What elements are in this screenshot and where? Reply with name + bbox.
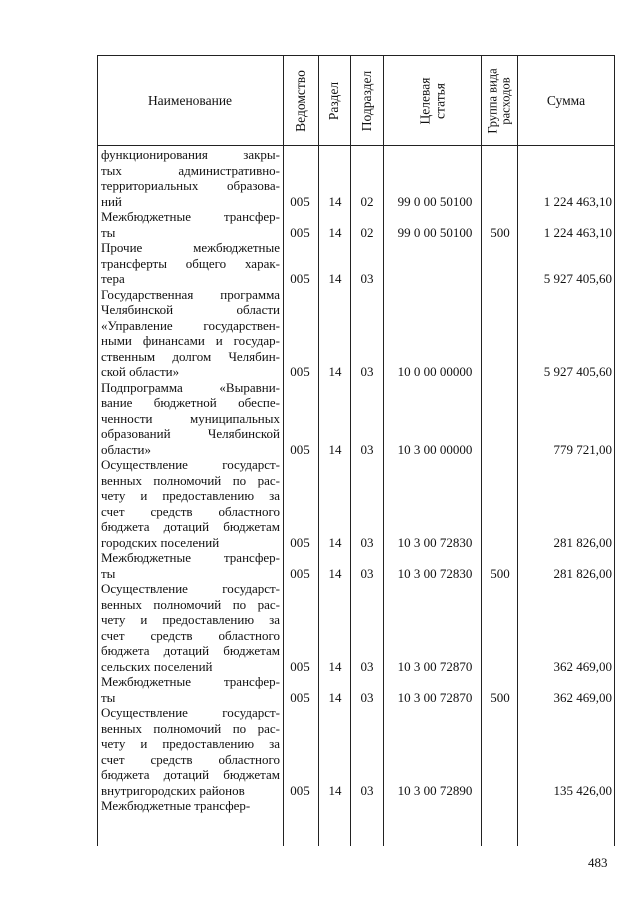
row-razdel: 14: [328, 441, 342, 457]
row-summa: 362 469,00: [553, 658, 612, 674]
row-name-line: Межбюджетные трансфер-: [101, 550, 280, 565]
row-name-line: тера: [101, 271, 125, 286]
row-summa: 779 721,00: [553, 441, 612, 457]
table-row: [0, 209, 640, 240]
header-vedomstvo: [284, 56, 318, 145]
table-row: [0, 457, 640, 550]
row-name-line: ты: [101, 565, 116, 581]
row-name-line: области»: [101, 441, 151, 457]
header-celevaya-line1: Целевая: [417, 77, 433, 124]
row-vedomstvo: 005: [290, 658, 310, 674]
row-name: [101, 550, 280, 581]
row-podrazdel: 03: [360, 689, 374, 705]
row-name-line: счет средств областного: [101, 503, 280, 519]
row-name-line: венных полномочий по рас-: [101, 596, 280, 612]
row-name-line: Межбюджетные трансфер-: [101, 674, 280, 689]
row-name-line: трансферты общего харак-: [101, 255, 280, 271]
row-summa: 281 826,00: [553, 534, 612, 550]
header-gruppa-line1: Группа вида: [485, 67, 500, 134]
row-podrazdel: 03: [360, 565, 374, 581]
row-name-line: Прочие межбюджетные: [101, 240, 280, 255]
row-summa: 135 426,00: [553, 782, 612, 798]
row-razdel: 14: [328, 271, 342, 286]
page-number: 483: [588, 855, 608, 870]
header-vedomstvo-text: Ведомство: [293, 69, 308, 132]
row-vedomstvo: 005: [290, 441, 310, 457]
row-razdel: 14: [328, 658, 342, 674]
header-celevaya-line2: статья: [432, 82, 448, 119]
row-vedomstvo: 005: [290, 689, 310, 705]
row-razdel: 14: [328, 193, 342, 209]
row-name-line: бюджета дотаций бюджетам: [101, 767, 280, 782]
row-vedomstvo: 005: [290, 271, 310, 286]
header-celevaya: [384, 56, 481, 145]
row-name-line: ний: [101, 193, 122, 209]
row-podrazdel: 03: [360, 441, 374, 457]
row-name-line: тых административно-: [101, 162, 280, 178]
row-gruppa: 500: [490, 689, 510, 705]
row-name-line: бюджета дотаций бюджетам: [101, 519, 280, 534]
row-name-line: Межбюджетные трансфер-: [101, 798, 251, 813]
row-razdel: 14: [328, 534, 342, 550]
row-gruppa: 500: [490, 565, 510, 581]
row-name-line: ты: [101, 224, 116, 240]
row-summa: 1 224 463,10: [543, 224, 612, 240]
row-name-line: «Управление государствен-: [101, 317, 280, 333]
table-row: [0, 147, 640, 209]
row-name-line: ты: [101, 689, 116, 705]
table-row: [0, 581, 640, 674]
row-name-line: Челябинской области: [101, 302, 280, 317]
table-row: [0, 240, 640, 287]
row-name: [101, 705, 280, 798]
row-name-line: бюджета дотаций бюджетам: [101, 643, 280, 658]
row-celevaya: 10 3 00 72890: [397, 782, 473, 798]
row-podrazdel: 03: [360, 782, 374, 798]
row-name-line: венных полномочий по рас-: [101, 720, 280, 736]
row-name-line: Подпрограмма «Выравни-: [101, 379, 280, 395]
row-podrazdel: 03: [360, 271, 374, 286]
row-vedomstvo: 005: [290, 565, 310, 581]
row-name-line: территориальных образова-: [101, 178, 280, 193]
row-name-line: ской области»: [101, 364, 180, 379]
row-gruppa: 500: [490, 224, 510, 240]
row-podrazdel: 03: [360, 534, 374, 550]
row-vedomstvo: 005: [290, 224, 310, 240]
row-razdel: 14: [328, 782, 342, 798]
row-name-line: ственным долгом Челябин-: [101, 348, 280, 364]
row-name-line: чету и предоставлению за: [101, 612, 280, 627]
row-name: [101, 380, 280, 458]
row-celevaya: 99 0 00 50100: [397, 193, 473, 209]
row-podrazdel: 02: [360, 193, 374, 209]
row-name-line: венных полномочий по рас-: [101, 472, 280, 488]
row-celevaya: 99 0 00 50100: [397, 224, 473, 240]
row-name-line: функционирования закры-: [101, 147, 280, 162]
row-name-line: Осуществление государст-: [101, 457, 280, 472]
row-name-line: ченности муниципальных: [101, 410, 280, 426]
header-name: [97, 56, 283, 145]
row-vedomstvo: 005: [290, 364, 310, 379]
row-name-line: Осуществление государст-: [101, 705, 280, 720]
row-name: [101, 209, 280, 240]
row-name-line: вание бюджетной обеспе-: [101, 395, 280, 410]
row-name-line: Государственная программа: [101, 286, 280, 302]
row-podrazdel: 03: [360, 364, 374, 379]
header-gruppa-line2: расходов: [498, 76, 513, 125]
row-podrazdel: 02: [360, 224, 374, 240]
row-name-line: Межбюджетные трансфер-: [101, 209, 280, 224]
row-name-line: городских поселений: [101, 534, 220, 550]
header-bottom-border: [97, 145, 615, 146]
row-vedomstvo: 005: [290, 193, 310, 209]
row-celevaya: 10 0 00 00000: [397, 364, 473, 379]
row-name-line: счет средств областного: [101, 751, 280, 767]
row-razdel: 14: [328, 364, 342, 379]
row-celevaya: 10 3 00 72870: [397, 689, 473, 705]
row-celevaya: 10 3 00 00000: [397, 441, 473, 457]
row-name-line: Осуществление государст-: [101, 581, 280, 596]
row-name: [101, 674, 280, 705]
row-summa: 5 927 405,60: [543, 271, 612, 286]
header-summa-text: Сумма: [546, 92, 586, 108]
table-row: [0, 550, 640, 581]
row-summa: 5 927 405,60: [543, 364, 612, 379]
header-summa: [518, 56, 614, 145]
row-name-line: чету и предоставлению за: [101, 488, 280, 503]
row-razdel: 14: [328, 565, 342, 581]
row-name-line: счет средств областного: [101, 627, 280, 643]
row-summa: 1 224 463,10: [543, 193, 612, 209]
row-celevaya: 10 3 00 72870: [397, 658, 473, 674]
table-row: [0, 674, 640, 705]
header-razdel: [319, 56, 350, 145]
row-podrazdel: 03: [360, 658, 374, 674]
row-vedomstvo: 005: [290, 534, 310, 550]
table-row: [0, 380, 640, 458]
row-name: [101, 240, 280, 287]
row-celevaya: 10 3 00 72830: [397, 565, 473, 581]
row-name-line: внутригородских районов: [101, 782, 245, 798]
header-podrazdel-text: Подраздел: [359, 70, 375, 131]
row-name: [101, 287, 280, 380]
row-name-line: чету и предоставлению за: [101, 736, 280, 751]
row-razdel: 14: [328, 689, 342, 705]
row-celevaya: 10 3 00 72830: [397, 534, 473, 550]
table-row: [0, 705, 640, 798]
table-row: [0, 798, 640, 814]
row-name: [101, 581, 280, 674]
row-summa: 281 826,00: [553, 565, 612, 581]
header-gruppa: [482, 56, 517, 145]
row-razdel: 14: [328, 224, 342, 240]
row-vedomstvo: 005: [290, 782, 310, 798]
row-name-line: ными финансами и государ-: [101, 333, 280, 348]
row-summa: 362 469,00: [553, 689, 612, 705]
header-name-text: Наименование: [147, 92, 233, 108]
row-name: [101, 457, 280, 550]
header-razdel-text: Раздел: [326, 81, 342, 120]
row-name-line: образований Челябинской: [101, 426, 280, 441]
header-podrazdel: [351, 56, 383, 145]
table-row: [0, 287, 640, 380]
row-name-line: сельских поселений: [101, 658, 213, 674]
row-name: [101, 798, 280, 814]
row-name: [101, 147, 280, 209]
